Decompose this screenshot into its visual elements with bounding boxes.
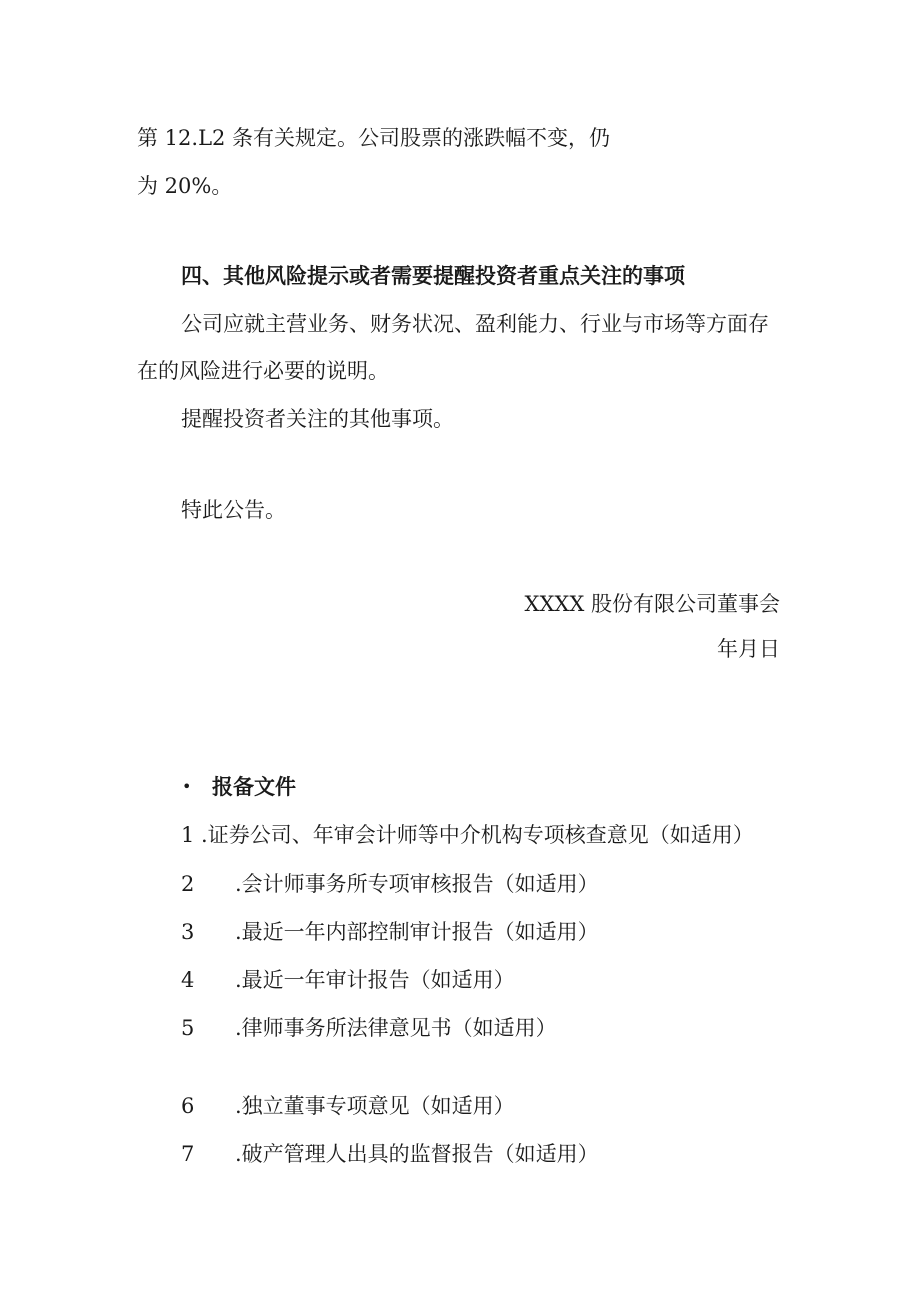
filing-item-2-text: .会计师事务所专项审核报告（如适用） (235, 872, 599, 896)
section-4-paragraph-1-line-2: 在的风险进行必要的说明。 (137, 359, 389, 383)
filing-item-6-text: .独立董事专项意见（如适用） (235, 1094, 515, 1118)
signature-date: 年月日 (717, 637, 780, 661)
filing-item-5-text: .律师事务所法律意见书（如适用） (235, 1016, 557, 1040)
filing-item-5-number: 5 (181, 1016, 195, 1040)
filing-item-4-text: .最近一年审计报告（如适用） (235, 968, 515, 992)
section-4-paragraph-2: 提醒投资者关注的其他事项。 (181, 407, 454, 431)
filing-item-3-number: 3 (181, 920, 195, 944)
signature-company: XXXX 股份有限公司董事会 (524, 592, 780, 616)
filing-item-7-text: .破产管理人出具的监督报告（如适用） (235, 1142, 599, 1166)
filing-item-6-number: 6 (181, 1094, 195, 1118)
filings-heading: 报备文件 (212, 775, 296, 799)
continuation-line-2: 为 20%。 (137, 174, 233, 198)
closing-notice: 特此公告。 (181, 498, 286, 522)
filing-item-3-text: .最近一年内部控制审计报告（如适用） (235, 920, 599, 944)
filing-item-2-number: 2 (181, 872, 195, 896)
section-4-paragraph-1-line-1: 公司应就主营业务、财务状况、盈利能力、行业与市场等方面存 (181, 312, 769, 336)
filings-bullet-icon: • (182, 777, 192, 796)
continuation-line-1: 第 12.L2 条有关规定。公司股票的涨跌幅不变，仍 (137, 126, 611, 150)
filing-item-1: 1 .证券公司、年审会计师等中介机构专项核查意见（如适用） (181, 823, 754, 847)
filing-item-4-number: 4 (181, 968, 195, 992)
filing-item-7-number: 7 (181, 1142, 195, 1166)
section-4-heading: 四、其他风险提示或者需要提醒投资者重点关注的事项 (181, 264, 685, 288)
